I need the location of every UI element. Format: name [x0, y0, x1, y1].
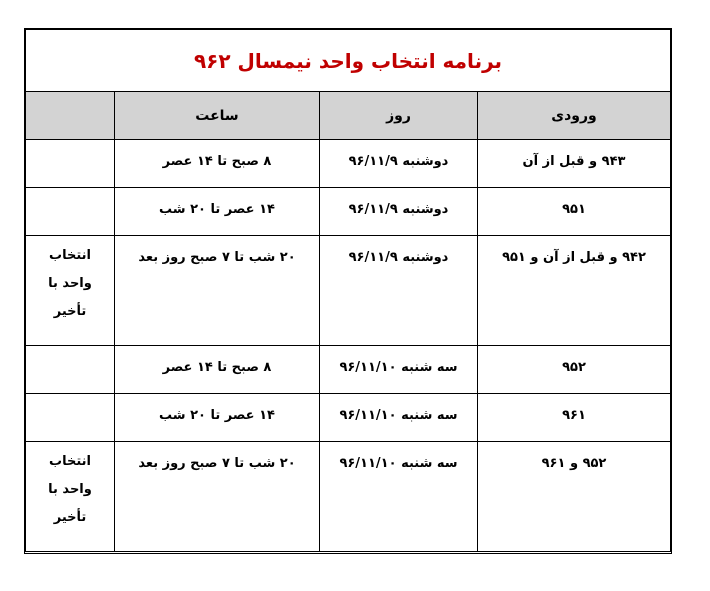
entry-cell: ۹۴۲ و قبل از آن و ۹۵۱: [478, 236, 671, 346]
note-line: واحد با: [48, 276, 92, 291]
note-line: انتخاب: [49, 454, 91, 469]
header-note: [26, 92, 115, 140]
table-row: [26, 346, 671, 394]
table-row: [26, 140, 671, 188]
time-cell: ۱۴ عصر تا ۲۰ شب: [115, 188, 320, 236]
header-day: روز: [320, 92, 478, 140]
note-cell: [26, 394, 115, 442]
table-row: [26, 394, 671, 442]
entry-cell: ۹۵۲ و ۹۶۱: [478, 442, 671, 552]
note-line: تأخیر: [53, 304, 87, 319]
note-cell: [26, 188, 115, 236]
header-entry: ورودی: [478, 92, 671, 140]
day-cell: دوشنبه ۹۶/۱۱/۹: [320, 236, 478, 346]
schedule-table: [25, 29, 671, 552]
time-cell: ۸ صبح تا ۱۴ عصر: [115, 140, 320, 188]
note-cell: [26, 140, 115, 188]
entry-cell: ۹۴۳ و قبل از آن: [478, 140, 671, 188]
note-line: واحد با: [48, 482, 92, 497]
entry-cell: ۹۵۲: [478, 346, 671, 394]
page-title: برنامه انتخاب واحد نیمسال ۹۶۲: [26, 30, 671, 92]
note-cell: [26, 442, 115, 552]
day-cell: دوشنبه ۹۶/۱۱/۹: [320, 188, 478, 236]
time-cell: ۲۰ شب تا ۷ صبح روز بعد: [115, 236, 320, 346]
table-row: [26, 236, 671, 346]
day-cell: سه شنبه ۹۶/۱۱/۱۰: [320, 346, 478, 394]
note-line: انتخاب: [49, 248, 91, 263]
day-cell: سه شنبه ۹۶/۱۱/۱۰: [320, 442, 478, 552]
note-cell: [26, 236, 115, 346]
time-cell: ۱۴ عصر تا ۲۰ شب: [115, 394, 320, 442]
entry-cell: ۹۵۱: [478, 188, 671, 236]
table-row: [26, 442, 671, 552]
note-line: تأخیر: [53, 510, 87, 525]
time-cell: ۸ صبح تا ۱۴ عصر: [115, 346, 320, 394]
time-cell: ۲۰ شب تا ۷ صبح روز بعد: [115, 442, 320, 552]
day-cell: دوشنبه ۹۶/۱۱/۹: [320, 140, 478, 188]
note-cell: [26, 346, 115, 394]
header-time: ساعت: [115, 92, 320, 140]
schedule-sheet: [24, 28, 672, 554]
day-cell: سه شنبه ۹۶/۱۱/۱۰: [320, 394, 478, 442]
table-row: [26, 188, 671, 236]
entry-cell: ۹۶۱: [478, 394, 671, 442]
